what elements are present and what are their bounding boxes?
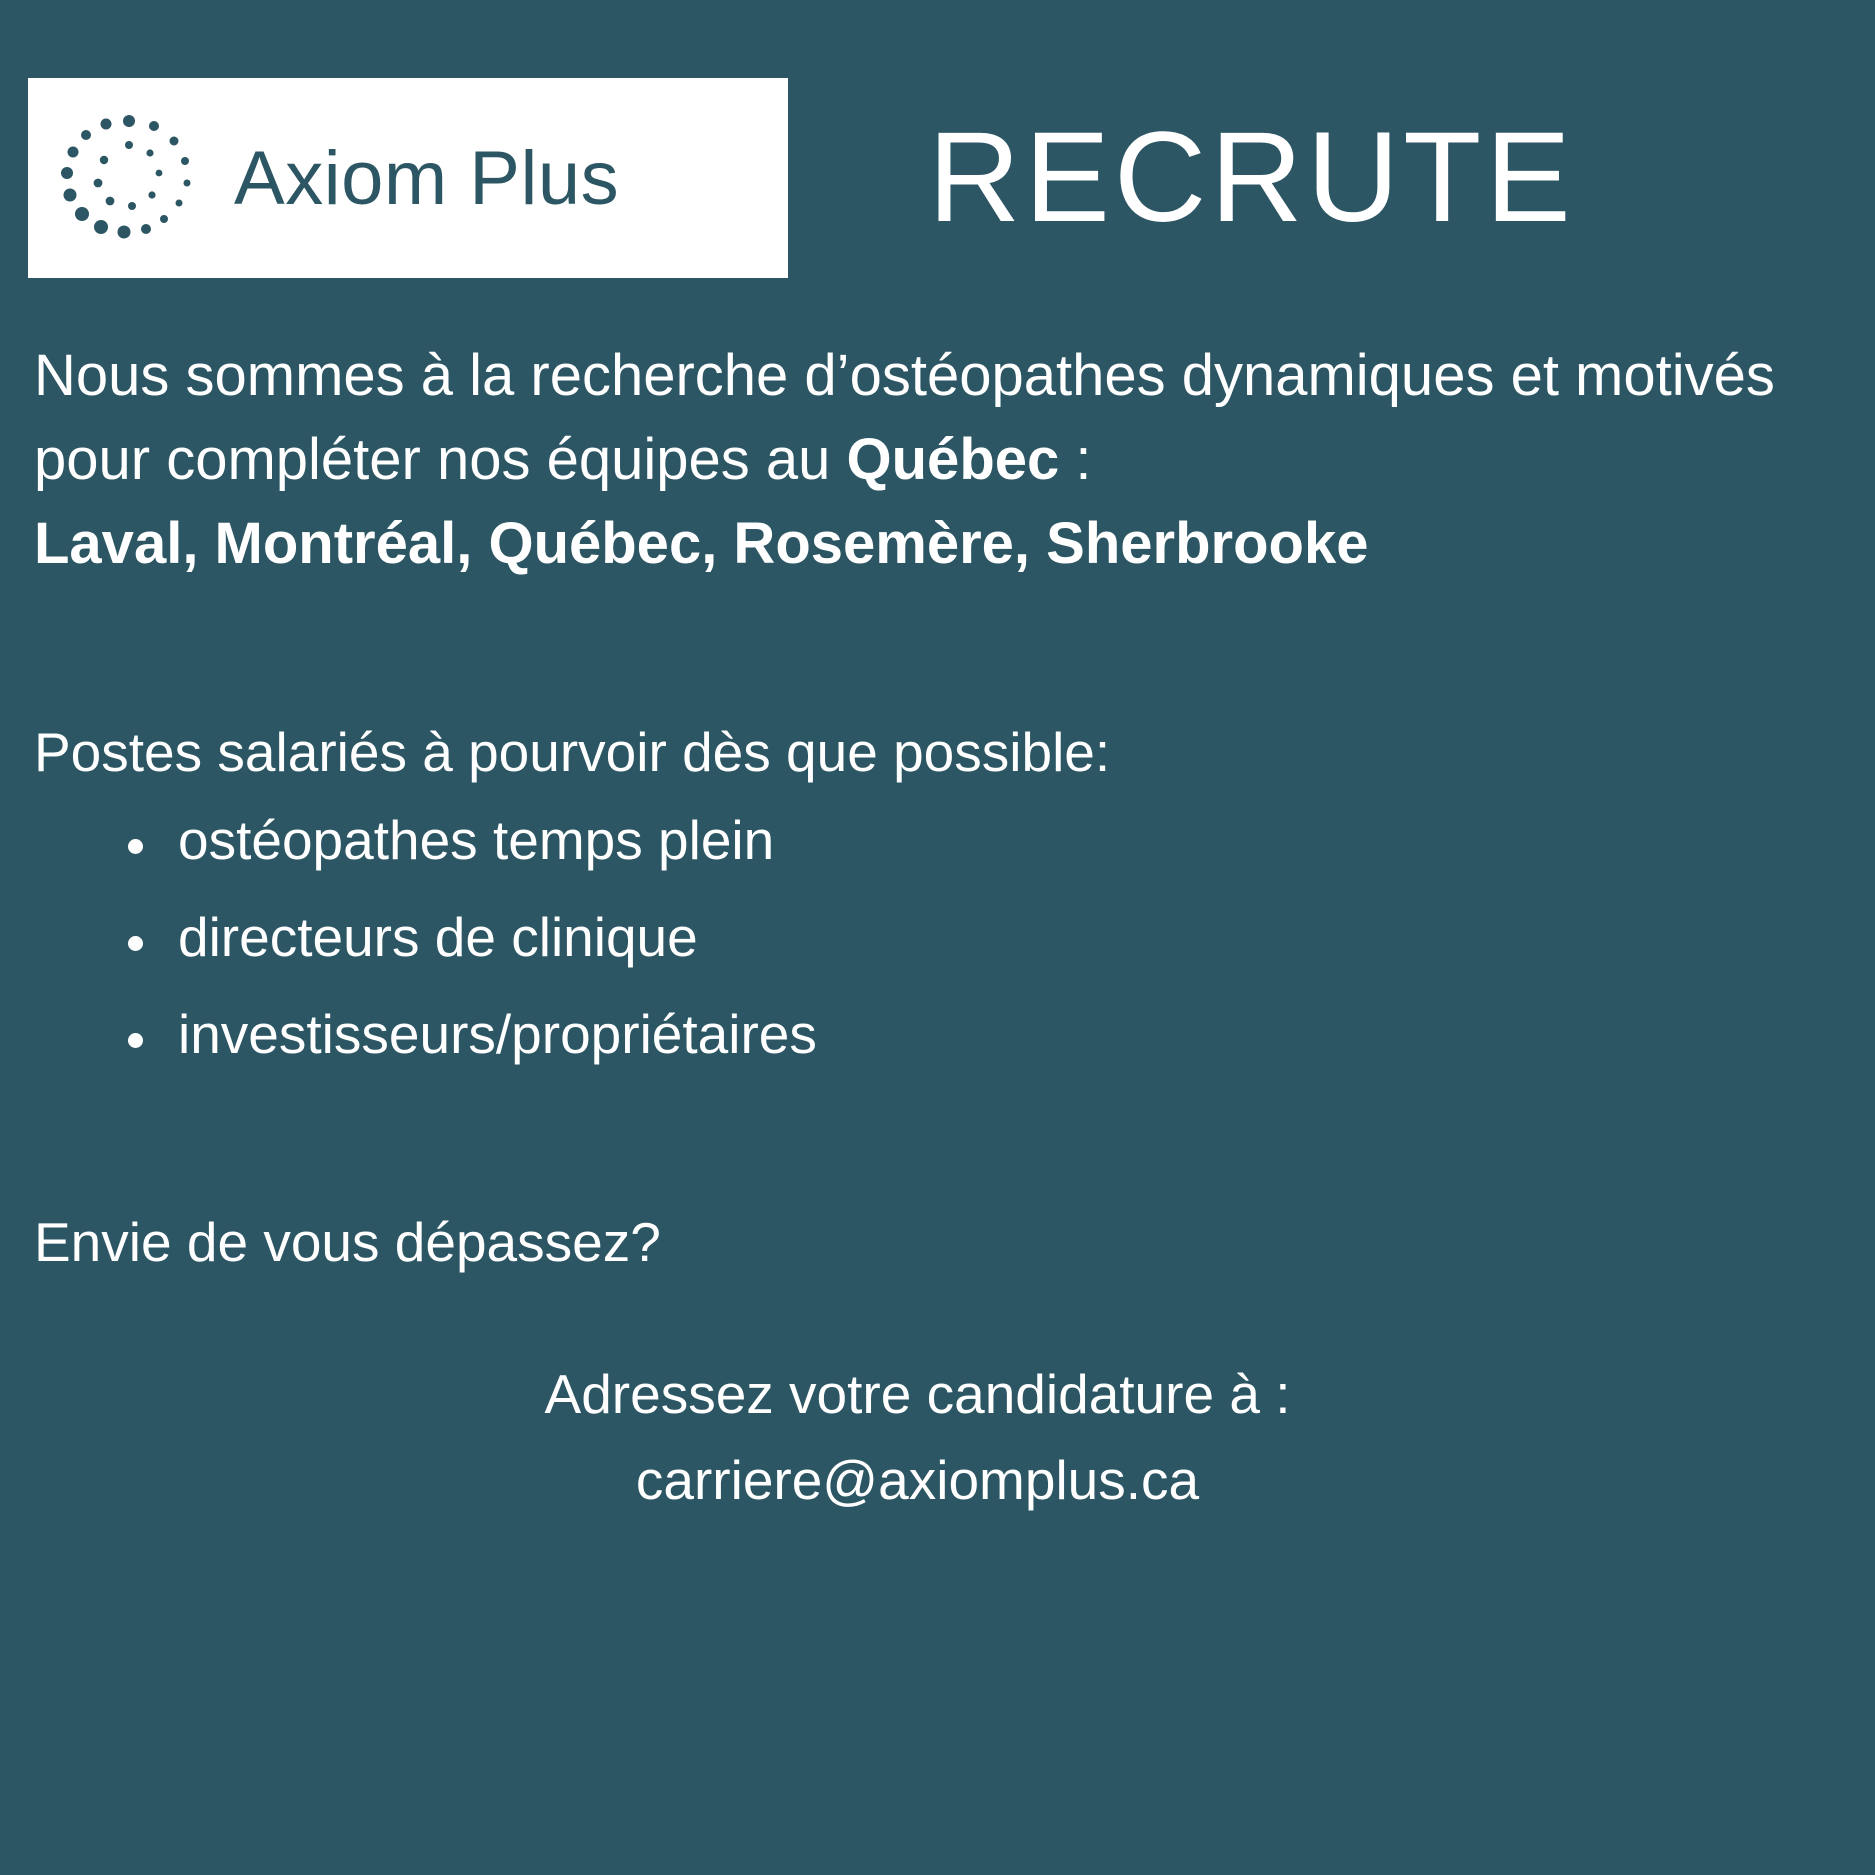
contact-email[interactable]: carriere@axiomplus.ca [635,1448,1200,1511]
dotted-circle-logo-icon [54,103,204,253]
positions-heading: Postes salariés à pourvoir dès que possible: [34,721,1111,784]
spacer-2 [34,1104,1841,1210]
intro-text-highlight: Québec [846,427,1060,493]
list-item: directeurs de clinique [122,910,1841,965]
cta-block [34,1352,1841,1523]
intro-text-part1: Nous sommes à la recherche d’ostéopathes dynamiques et motivés pour compléter nos équipes au [34,343,1775,493]
cities-list: Laval, Montréal, Québec, Rosemère, Sherbrooke [34,511,1369,577]
intro-paragraph [34,334,1841,502]
motivation-question: Envie de vous dépassez? [34,1211,661,1274]
logo-container [28,78,788,278]
intro-text-part2: : [1059,427,1092,493]
list-item: ostéopathes temps plein [122,813,1841,868]
cta-instruction: Adressez votre candidature à : [544,1363,1291,1426]
poster-content [0,278,1875,1523]
headline-recrute: RECRUTE [928,106,1575,249]
poster-header [0,0,1875,278]
spacer-1 [34,586,1841,714]
logo-wordmark: Axiom Plus [234,135,620,221]
list-item: investisseurs/propriétaires [122,1007,1841,1062]
positions-list [34,809,1841,1066]
